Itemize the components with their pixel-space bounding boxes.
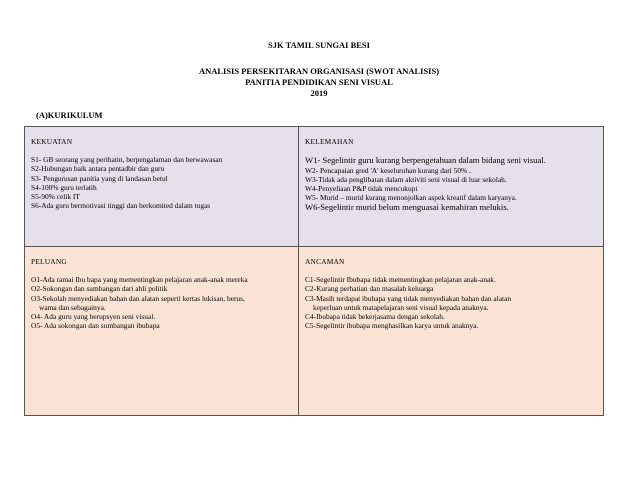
opportunity-item: O3-Sekolah menyediakan bahan dan alatan seperti kertas lukisan, berus, [31, 293, 245, 303]
threat-item: C2-Kurang perhatian dan masalah keluarga [305, 284, 434, 294]
strength-item: S5-90% celik IT [31, 192, 80, 202]
strength-item: S1- GB seorang yang perihatin, berpengalaman dan berwawasan [31, 155, 223, 165]
strength-item: S3- Pengurusan panitia yang di landasan betul [31, 173, 168, 183]
opportunity-item: O2-Sokongan dan sumbangan dari ahli politik [31, 284, 168, 294]
opportunities-cell [25, 247, 299, 415]
opportunity-item: O5- Ada sokongan dan sumbangan ibubapa [31, 321, 160, 331]
opportunities-title: PELUANG [31, 257, 67, 266]
threat-item: C5-Segelintir ibubapa menghasilkan karya untuk anaknya. [305, 321, 479, 331]
document-year: 2019 [310, 88, 328, 98]
threat-item: C4-Ibubapa tidak bekerjasama dengan sekolah. [305, 312, 445, 322]
document-subtitle: PANITIA PENDIDIKAN SENI VISUAL [245, 77, 393, 87]
threat-item: C3-Masih terdapat ibubapa yang tidak menyediakan bahan dan alatan [305, 293, 512, 303]
strength-item: S4-100% guru terlatih [31, 182, 97, 192]
opportunity-item: O1-Ada ramai Ibu bapa yang mementingkan pelajaran anak-anak mereka [31, 275, 248, 285]
weakness-item: W2- Pencapaian gred 'A' keseluruhan kurang dari 50% . [305, 165, 471, 175]
weakness-item: W5- Murid – murid kurang menonjolkan aspek kreatif dalam karyanya. [305, 193, 517, 203]
threat-item: C1-Segelintir Ibubapa tidak mementingkan pelajaran anak-anak. [305, 275, 496, 285]
threat-item: keperluan untuk matapelajaran seni visual kepada anaknya. [313, 302, 489, 312]
weakness-item: W1- Segelintir guru kurang berpengetahuan dalam bidang seni visual. [305, 155, 546, 166]
strengths-cell [25, 127, 299, 247]
weakness-item: W6-Segelintir murid belum menguasai kemahiran melukis. [305, 202, 509, 213]
document-title: ANALISIS PERSEKITARAN ORGANISASI (SWOT ANALISIS) [198, 66, 440, 76]
strengths-title: KEKUATAN [31, 137, 73, 146]
section-label: (A)KURIKULUM [36, 110, 103, 120]
school-name: SJK TAMIL SUNGAI BESI [268, 40, 370, 50]
threats-cell [299, 247, 603, 415]
strength-item: S6-Ada guru bermotivasi tinggi dan berkomited dalam tugas [31, 201, 211, 211]
threats-title: ANCAMAN [305, 257, 345, 266]
opportunity-item: O4- Ada guru yang berupsyen seni visual. [31, 312, 156, 322]
opportunity-item: wama dan sebagainya. [39, 302, 106, 312]
weakness-item: W3-Tidak ada penglibatan dalam aktiviti seni visual di luar sekolah. [305, 174, 507, 184]
strength-item: S2-Hubungan baik antara pentadbir dan guru [31, 164, 165, 174]
weakness-item: W4-Penyeliaan P&P tidak mencukupi [305, 184, 418, 194]
swot-table [24, 126, 604, 416]
weaknesses-title: KELEMAHAN [305, 137, 354, 146]
weaknesses-cell [299, 127, 603, 247]
